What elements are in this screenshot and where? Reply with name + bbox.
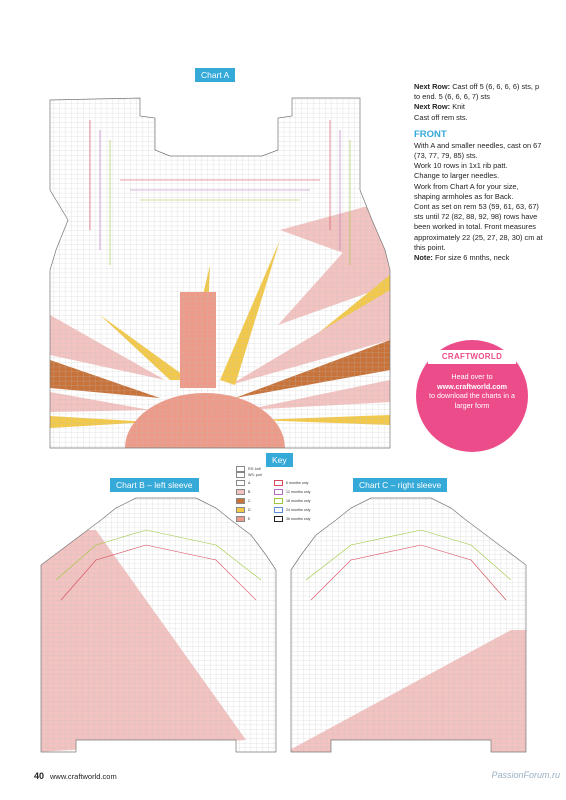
key-color-c: C: [236, 498, 251, 504]
badge-text: [422, 372, 522, 410]
key-size-2: 18 months only: [274, 498, 310, 504]
footer-site[interactable]: www.craftworld.com: [50, 772, 117, 781]
key-ws-purl: WS: purl: [248, 472, 262, 477]
instruction-text-7: Work from Chart A for your size, shaping armholes as for Back.: [414, 181, 519, 201]
chart-b-grid: [36, 490, 281, 760]
chart-c-label: Chart C – right sleeve: [353, 478, 447, 492]
instruction-text-6: Change to larger needles.: [414, 171, 500, 181]
page-footer: [34, 771, 117, 781]
chart-a-grid: [30, 80, 410, 460]
page-number: 40: [34, 771, 45, 781]
instruction-text-9: For size 6 mnths, neck: [432, 253, 510, 263]
badge-line-2: to download the charts in a larger form: [429, 391, 515, 410]
instruction-text-2: Knit: [450, 102, 465, 112]
next-row-label-2: Next Row:: [414, 102, 451, 112]
key-size-3: 24 months only: [274, 507, 310, 513]
instruction-text-3: Cast off rem sts.: [414, 112, 468, 122]
note-label: Note:: [414, 253, 433, 263]
key-size-0: 6 months only: [274, 480, 308, 486]
next-row-label-1: Next Row:: [414, 82, 451, 91]
download-badge[interactable]: [416, 340, 528, 452]
key-size-4: 36 months only: [274, 516, 310, 522]
instruction-text-5: Work 10 rows in 1x1 rib patt.: [414, 161, 508, 171]
chart-a-label: Chart A: [195, 68, 235, 82]
key-label: Key: [266, 453, 293, 467]
craftworld-logo: CRAFTWORLD: [428, 350, 516, 364]
front-heading: FRONT: [414, 128, 447, 140]
chart-b-label: Chart B – left sleeve: [110, 478, 199, 492]
key-size-1: 12 months only: [274, 489, 310, 495]
key-color-e: E: [236, 516, 250, 522]
instruction-text-1: Cast off 5 (6, 6, 6, 6) sts, p to end. 5 (6, 6, 6, 7) sts: [414, 82, 540, 102]
key-color-a: A: [236, 480, 250, 486]
badge-line-1: Head over to: [451, 372, 493, 381]
key-color-d: D: [236, 507, 251, 513]
badge-url[interactable]: www.craftworld.com: [436, 381, 508, 391]
instruction-text-4: With A and smaller needles, cast on 67 (73, 77, 79, 85) sts.: [414, 140, 542, 161]
instructions-column: [414, 82, 546, 263]
key-rs-knit: RS: knit: [248, 466, 261, 471]
instruction-text-8: Cont as set on rem 53 (59, 61, 63, 67) sts until 72 (82, 88, 92, 98) rows have been worked in total. Front measures approximately 22 (25, 27, 28, 30) cm at this point.: [414, 202, 543, 252]
watermark: PassionForum.ru: [491, 770, 560, 780]
key-color-b: B: [236, 489, 250, 495]
chart-c-grid: [286, 490, 531, 760]
